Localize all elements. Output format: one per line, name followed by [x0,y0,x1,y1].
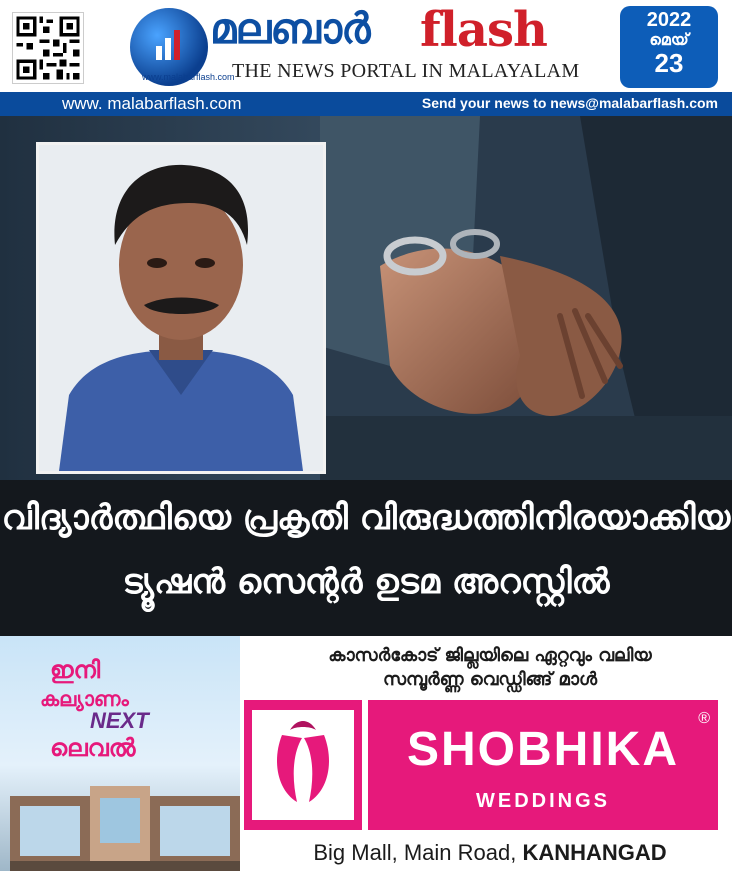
date-month: മെയ് [649,32,689,49]
ad-script-line-4: ലെവൽ [50,734,136,762]
logo-url: www.malabarflash.com [142,72,235,82]
mall-building-image [10,766,240,871]
ad-brand-box [368,700,718,830]
ad-headline-line-1: കാസർകോട് ജില്ലയിലെ ഏറ്റവും വലിയ [328,645,652,666]
advertisement[interactable] [0,636,732,871]
site-tagline: THE NEWS PORTAL IN MALAYALAM [232,60,580,82]
news-photo [0,116,732,480]
ad-headline [248,644,732,692]
logo-malayalam: മലബാർ [210,4,370,53]
date-badge [620,6,718,88]
headline-line-2: ട്യൂഷൻ സെന്റർ ഉടമ അറസ്റ്റിൽ [122,562,610,602]
registered-mark: ® [698,710,710,727]
site-header [0,0,732,92]
news-headline [0,480,732,636]
ad-address-prefix: Big Mall, Main Road, [313,840,523,865]
site-url[interactable]: www. malabarflash.com [62,94,242,113]
accused-portrait [36,142,326,474]
ad-left-panel [0,636,240,871]
ad-script-graphic [30,648,200,768]
send-news-text[interactable]: Send your news to news@malabarflash.com [421,95,718,111]
ad-script-line-3: NEXT [90,708,149,733]
ad-logo [244,700,362,830]
info-bar [0,92,732,116]
ad-address-city: KANHANGAD [522,840,667,865]
date-year: 2022 [646,9,692,31]
logo-flash: flash [420,2,547,58]
headline-line-1: വിദ്യാർത്ഥിയെ പ്രകൃതി വിരുദ്ധത്തിനിരയാക്കിയ [1,498,731,538]
ad-brand-sub: WEDDINGS [476,790,610,812]
ad-address [248,840,732,866]
date-day: 23 [654,48,684,78]
ad-headline-line-2: സമ്പൂർണ്ണ വെഡ്ഡിങ്ങ് മാൾ [382,669,598,690]
ad-script-line-1: ഇനി [50,656,101,684]
handcuffed-hands-image [320,116,732,480]
qr-code-icon [12,12,84,84]
ad-brand-name: SHOBHIKA [406,723,679,776]
shobhika-logo-icon [252,710,354,820]
ad-script-line-2: കല്യാണം [40,687,129,711]
